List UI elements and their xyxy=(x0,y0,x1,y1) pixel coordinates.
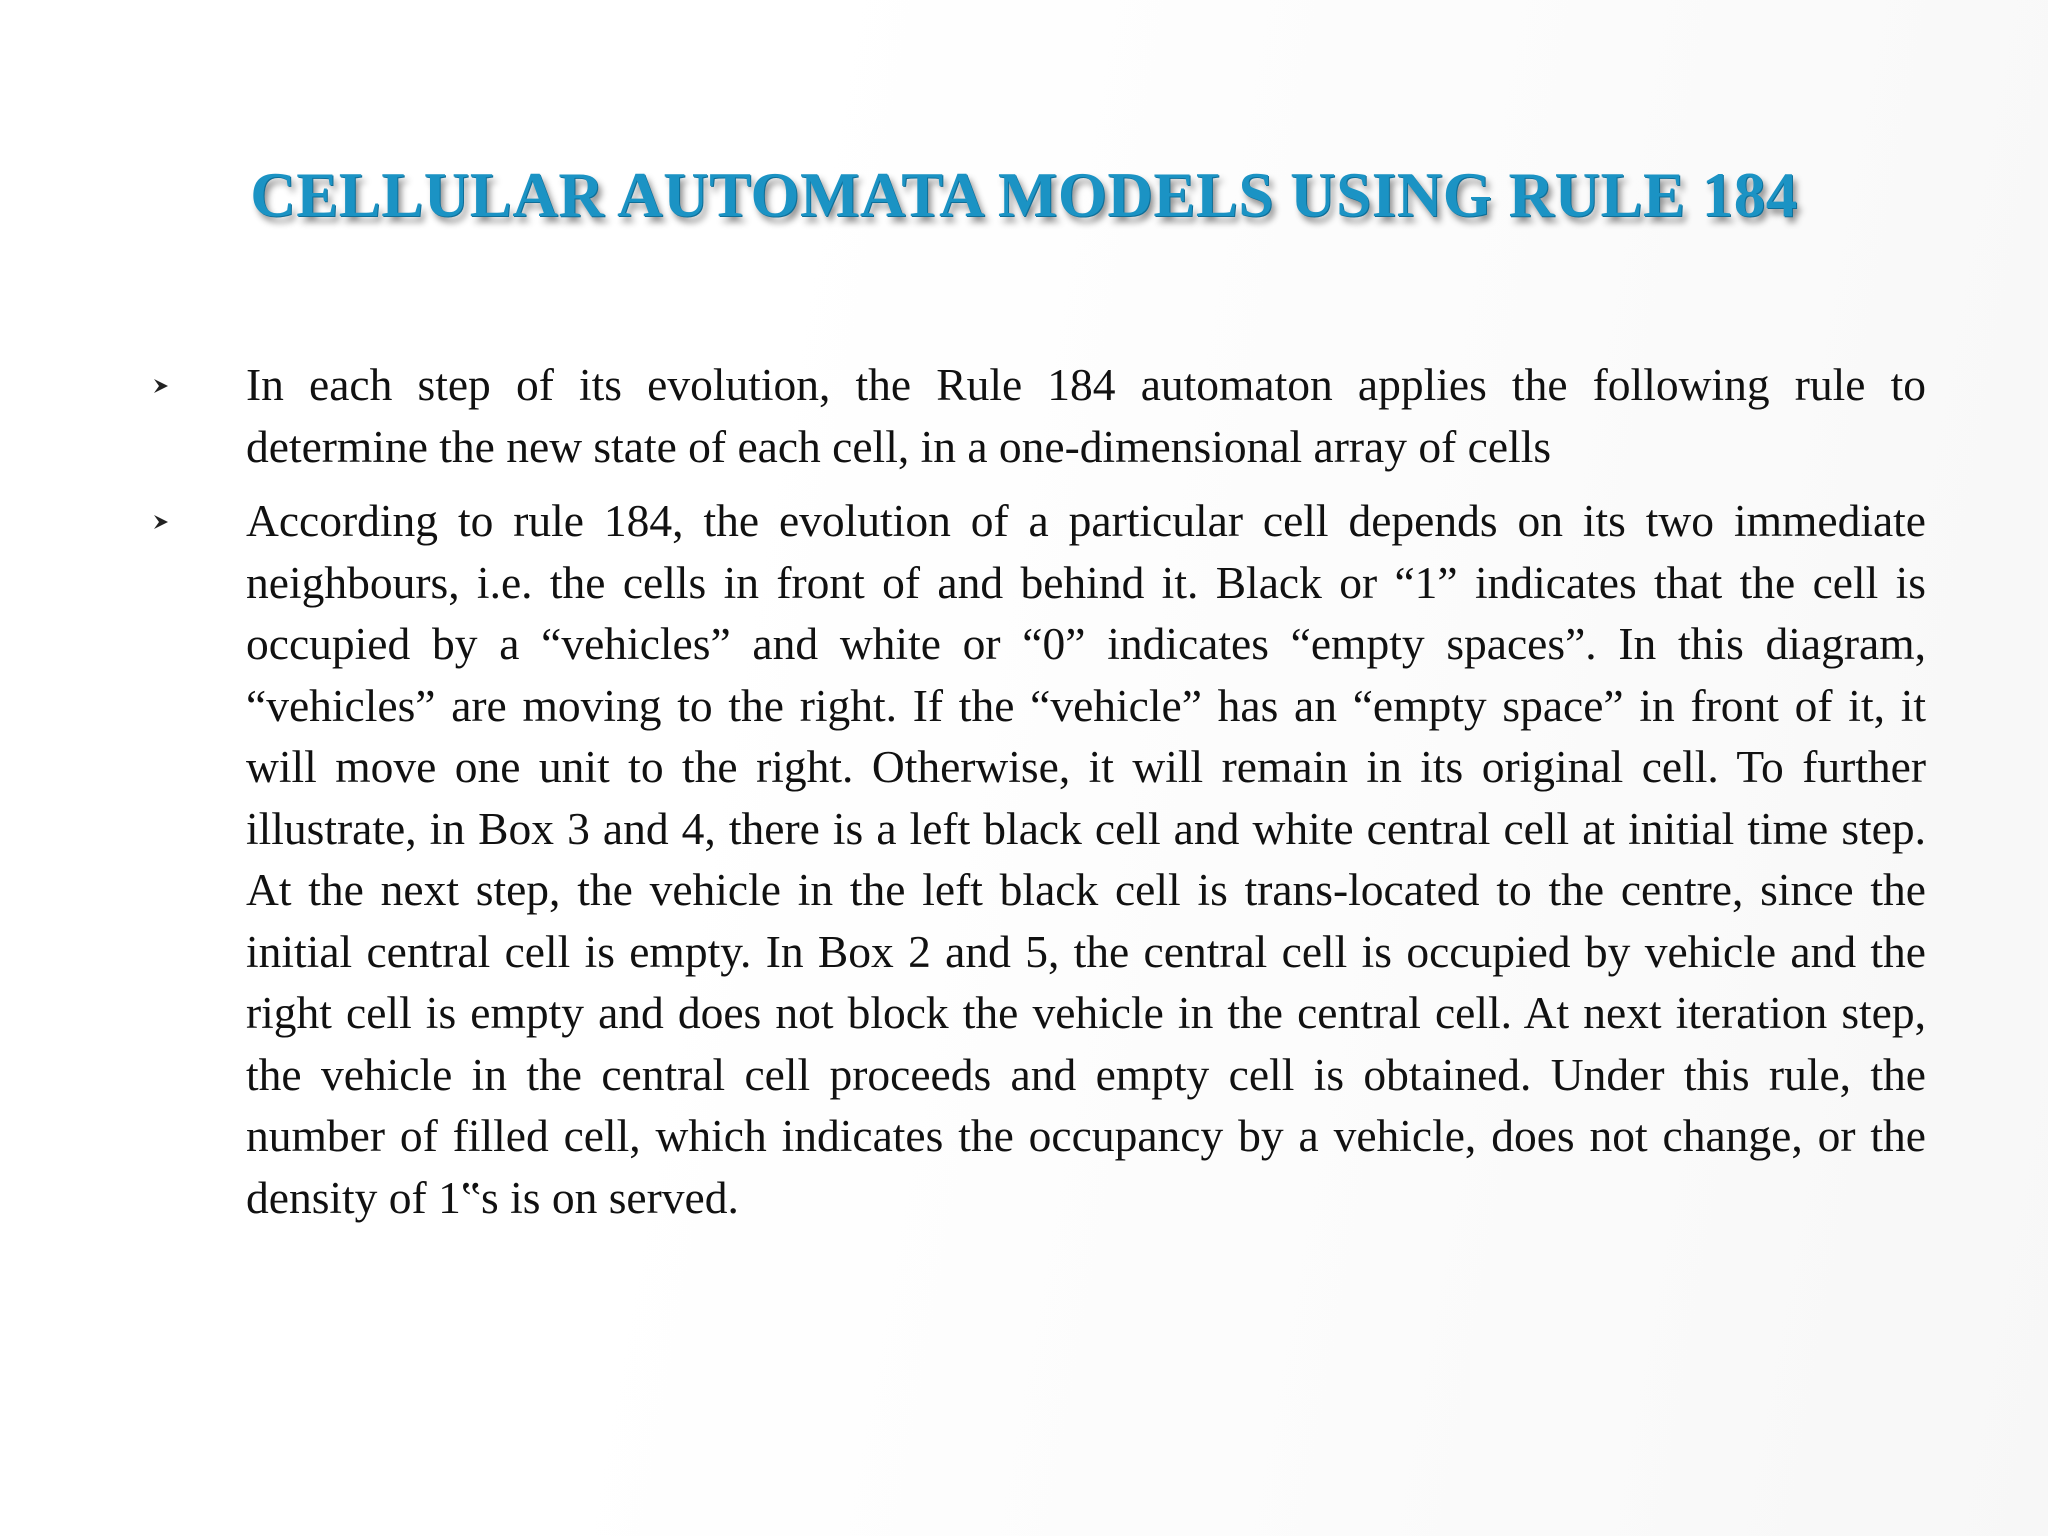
bullet-text: In each step of its evolution, the Rule 184 automaton applies the following rule to determine the new state of each cell, in a one-dimensional array of cells xyxy=(246,359,1926,472)
slide-title: CELLULAR AUTOMATA MODELS USING RULE 184 xyxy=(250,160,1798,230)
arrowhead-bullet-icon xyxy=(151,512,171,532)
bullet-item xyxy=(0,354,2048,477)
arrowhead-bullet-icon xyxy=(151,376,171,396)
bullet-list xyxy=(0,354,2048,1241)
bullet-text: According to rule 184, the evolution of a particular cell depends on its two immediate neighbours, i.e. the cells in front of and behind it. Black or “1” indicates that the cell is occupied by a “vehicles” and white or “0” indicates “empty spaces”. In this diagram, “vehicles” are moving to the right. If the “vehicle” has an “empty space” in front of it, it will move one unit to the right. Otherwise, it will remain in its original cell. To further illustrate, in Box 3 and 4, there is a left black cell and white central cell at initial time step. At the next step, the vehicle in the left black cell is trans-located to the centre, since the initial central cell is empty. In Box 2 and 5, the central cell is occupied by vehicle and the right cell is empty and does not block the vehicle in the central cell. At next iteration step, the vehicle in the central cell proceeds and empty cell is obtained. Under this rule, the number of filled cell, which indicates the occupancy by a vehicle, does not change, or the density of 1‟s is on served. xyxy=(246,495,1926,1223)
bullet-item xyxy=(0,490,2048,1228)
